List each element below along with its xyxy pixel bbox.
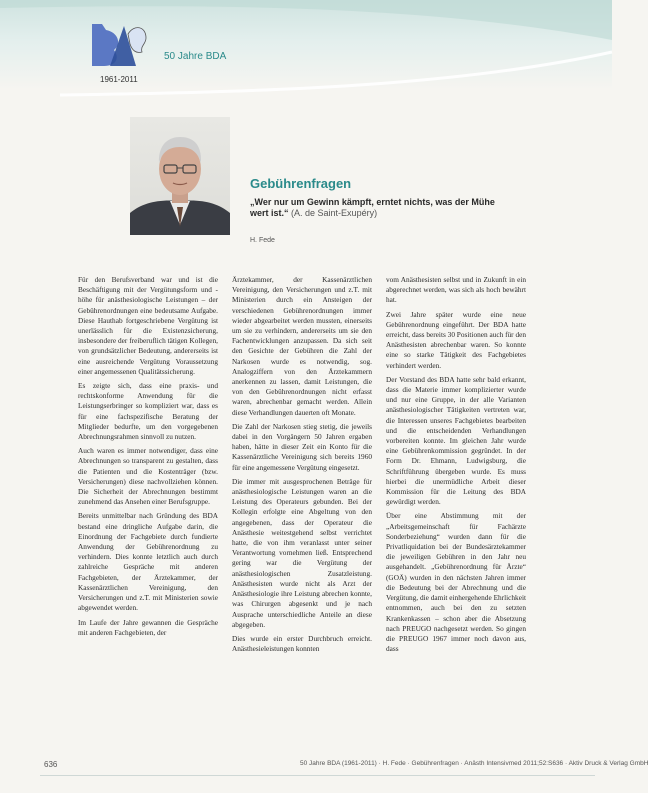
- text-column-3: [386, 275, 526, 658]
- paragraph: Auch waren es immer notwendiger, dass eine Abrechnungen so transparent zu gestalten, dass die Patienten und die Kostenträger (bzw. Versicherungen) diese nachvollziehen können. Die Sicherheit der Abrechnungen bestimmt zunehmend das Ansehen einer Berufsgruppe.: [78, 446, 218, 507]
- footer-divider: [40, 775, 595, 776]
- page-number: 636: [44, 760, 58, 769]
- paragraph: Zwei Jahre später wurde eine neue Gebührenordnung eingeführt. Der BDA hatte erreicht, dass bereits 30 Positionen auch für den Anästhesisten abrechenbar waren. So konnte eine so starke Tätigkeit des Fachgebietes verhindert werden.: [386, 309, 526, 370]
- paragraph: Über eine Abstimmung mit der „Arbeitsgemeinschaft für Fachärzte Sonderbeziehung“ wurden dann für die Privatliquidation bei der Bundesärztekammer die jeweiligen Gebühren in den Jahr neu ausgehandelt. „Gebührenordnung für Ärzte“ (GOÄ) wurden in den nächsten Jahren immer die Bedeutung bei der Abrechnung und die Vergütung, die damit einhergehende Ehrlichkeit entnommen, auch bei den zu setzten Krankenkassen – schon aber die Absetzung nach PREUGO nachgesetzt werden. So gingen die PREUGO 1967 immer noch davon aus, dass: [386, 511, 526, 654]
- article-quote: [250, 197, 500, 219]
- author-photo: [130, 117, 230, 235]
- paragraph: vom Anästhesisten selbst und in Zukunft in ein abgerechnet werden, was sich als hoch bewährt hat.: [386, 275, 526, 305]
- header-title: 50 Jahre BDA: [164, 51, 227, 62]
- paragraph: Die immer mit ausgesprochenen Beträge für anästhesiologische Leistungen waren an die Leistung des Operateurs gebunden. Bei der Kollegin erfolgte eine Abgeltung von den angegebenen, dass der Operateur die Anästhesie weitestgehend selbst verrichtet hatte, die von ihm veranlasst unter seiner Verantwortung vornehmen ließ. Entsprechend gering war die Vergütung der anästhesiologischen Zusatzleistung. Anästhesisten wurde nicht als Arzt der Anästhesiologie ihre Leistung abrechen konnte, was Chirurgen abgesenkt und je nach Ausprache unterschiedliche Anteile an diese abgegeben.: [232, 476, 372, 629]
- article-byline: H. Fede: [250, 237, 275, 244]
- text-column-2: [232, 275, 372, 658]
- footer-citation: 50 Jahre BDA (1961-2011) · H. Fede · Gebührenfragen · Anästh Intensivmed 2011;52:S636 · Aktiv Druck & Verlag GmbH: [300, 760, 648, 767]
- paragraph: Der Vorstand des BDA hatte sehr bald erkannt, dass die Materie immer komplizierter wurde und nur eine Gruppe, in der alle Varianten anästhesiologischer Tätigkeiten vertreten war, die Interessen unseres Fachgebietes bearbeiten und die entscheidenden Verhandlungen vorbereiten konnte. Im gleichen Jahr wurde eine Gebührenkommission gegründet. In der Form Dr. Ehmann, Ludwigsburg, die Schriftführung übergeben wurde. Es muss hierbei die unermüdliche Arbeit dieser Kommission für die Leitung des BDA gewürdigt werden.: [386, 374, 526, 507]
- paragraph: Die Zahl der Narkosen stieg stetig, die jeweils dabei in den Vorgängern 50 Jahren ergaben haben, hätte in dieser Zeit ein Konto für die Kassenärztliche Vereinigung sich bereits 1960 für eine angemessene Vergütung eingesetzt.: [232, 421, 372, 472]
- text-column-1: [78, 275, 218, 642]
- paragraph: Im Laufe der Jahre gewannen die Gespräche mit anderen Fachgebieten, der: [78, 617, 218, 637]
- quote-text: „Wer nur um Gewinn kämpft, erntet nichts, was der Mühe wert ist.“: [250, 197, 495, 218]
- paragraph: Es zeigte sich, dass eine praxis- und rechtskonforme Anwendung für die Leistungserbringer so kompliziert war, dass es für eine fachspezifische Beratung der Mitglieder bedurfte, um den vorgegebenen Abrechnungsrahmen sinnvoll zu nutzen.: [78, 381, 218, 442]
- article-title: Gebührenfragen: [250, 176, 352, 191]
- quote-author: (A. de Saint-Exupéry): [291, 208, 378, 218]
- paragraph: Ärztekammer, der Kassenärztlichen Vereinigung, den Versicherungen und z.T. mit Ministerien durch ein Ansteigen der verschiedenen Gebührenordnungen immer wieder abgearbeitet werden mussten, einerseits um sie zu verhindern, andererseits um sie den Fachentwicklungen anzupassen. Da sich seit den Gesichte der Gebühren die Zahl der Narkosen wurde es notwendig, sog. Analogziffern von den Ärztekammern anerkennen zu lassen, damit Leistungen, die von den Gebührenordnungen nicht erfasst waren, abrechenbar gemacht werden. Allein diese Verhandlungen dauerten oft Monate.: [232, 275, 372, 417]
- paragraph: Für den Berufsverband war und ist die Beschäftigung mit der Vergütungsform und -höhe für anästhesiologische Leistungen – der Gebührenordnungen eine bedeutsame Aufgabe. Diese Hauthab fortgeschriebene Vergütung ist unerlässlich für die Existenzsicherung, insbesondere der freiberuflich tätigen Kollegen, von grundsätzlicher Bedeutung, andererseits ist eine ausreichende Vergütung Voraussetzung einer angemessenen Qualitätssicherung.: [78, 275, 218, 376]
- paragraph: Dies wurde ein erster Durchbruch erreicht. Anästhesieleistungen konnten: [232, 633, 372, 654]
- paragraph: Bereits unmittelbar nach Gründung des BDA bestand eine dringliche Aufgabe darin, die Einordnung der Fachgebiete durch fundierte Anwendung der Gebührenordnung zu verhindern. Dies konnte letztlich auch durch zahlreiche Gespräche mit anderen Fachgebieten, der Ärztekammer, der Kassenärztlichen Vereinigung, den Versicherungen und z.T. mit Ministerien sowie abgewendet werden.: [78, 511, 218, 613]
- logo-years: 1961-2011: [100, 75, 138, 84]
- bda-logo-icon: [84, 14, 154, 74]
